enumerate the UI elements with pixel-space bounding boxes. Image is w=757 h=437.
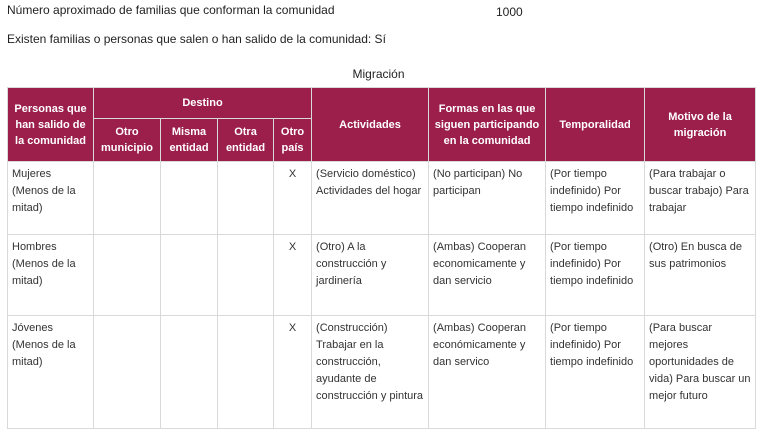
migration-question: Existen familias o personas que salen o han salido de la comunidad: Sí [7, 32, 386, 46]
cell-formas: (No participan) No participan [429, 162, 546, 235]
header-motivo: Motivo de la migración [645, 88, 756, 162]
header-actividades: Actividades [312, 88, 429, 162]
cell-actividades: (Construcción) Trabajar en la construcción, ayudante de construcción y pintura [312, 316, 429, 429]
header-temporalidad: Temporalidad [546, 88, 645, 162]
header-otro-municipio: Otro municipio [94, 119, 161, 162]
cell-persona: Mujeres (Menos de la mitad) [8, 162, 94, 235]
header-personas: Personas que han salido de la comunidad [8, 88, 94, 162]
cell-otra-entidad [218, 162, 274, 235]
families-count-label: Número aproximado de familias que conforman la comunidad [7, 3, 335, 17]
cell-otro-pais: X [274, 162, 312, 235]
cell-motivo: (Otro) En busca de sus patrimonios [645, 235, 756, 316]
cell-motivo: (Para buscar mejores oportunidades de vida) Para buscar un mejor futuro [645, 316, 756, 429]
cell-misma-entidad [161, 162, 218, 235]
families-count-value: 1000 [496, 5, 523, 19]
migration-table [7, 87, 756, 429]
table-row [8, 162, 756, 235]
cell-otro-municipio [94, 316, 161, 429]
cell-misma-entidad [161, 316, 218, 429]
cell-otro-municipio [94, 235, 161, 316]
cell-otra-entidad [218, 316, 274, 429]
cell-actividades: (Otro) A la construcción y jardinería [312, 235, 429, 316]
cell-formas: (Ambas) Cooperan económicamente y dan servico [429, 316, 546, 429]
header-destino: Destino [94, 88, 312, 119]
cell-persona: Hombres (Menos de la mitad) [8, 235, 94, 316]
cell-otro-pais: X [274, 235, 312, 316]
table-caption: Migración [352, 67, 405, 81]
table-row [8, 235, 756, 316]
cell-otro-pais: X [274, 316, 312, 429]
header-otra-entidad: Otra entidad [218, 119, 274, 162]
cell-otra-entidad [218, 235, 274, 316]
cell-persona: Jóvenes (Menos de la mitad) [8, 316, 94, 429]
cell-motivo: (Para trabajar o buscar trabajo) Para trabajar [645, 162, 756, 235]
header-formas: Formas en las que siguen participando en la comunidad [429, 88, 546, 162]
cell-temporalidad: (Por tiempo indefinido) Por tiempo indefinido [546, 235, 645, 316]
table-row [8, 316, 756, 429]
header-otro-pais: Otro país [274, 119, 312, 162]
cell-misma-entidad [161, 235, 218, 316]
cell-otro-municipio [94, 162, 161, 235]
cell-actividades: (Servicio doméstico) Actividades del hogar [312, 162, 429, 235]
cell-temporalidad: (Por tiempo indefinido) Por tiempo indefinido [546, 162, 645, 235]
cell-temporalidad: (Por tiempo indefinido) Por tiempo indefinido [546, 316, 645, 429]
cell-formas: (Ambas) Cooperan economicamente y dan servicio [429, 235, 546, 316]
header-misma-entidad: Misma entidad [161, 119, 218, 162]
